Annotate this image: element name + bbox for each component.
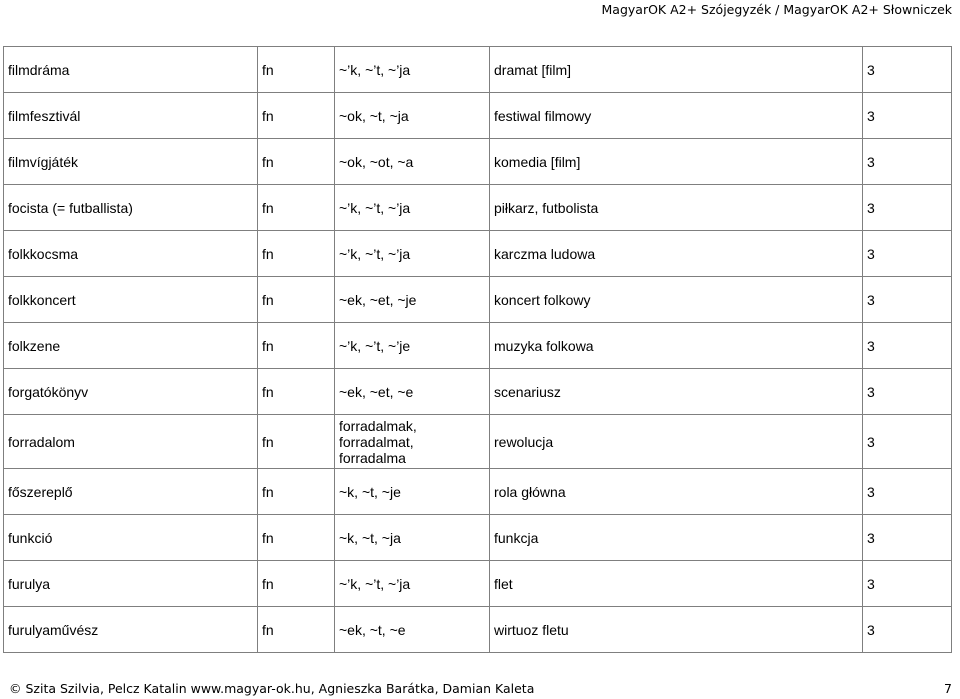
word-cell: focista (= futballista) [4,185,258,231]
inflection-forms-cell [335,139,490,185]
inflection-form: ~ek, ~et, ~e [339,383,414,400]
part-of-speech-cell: fn [258,561,335,607]
word-cell: folkkoncert [4,277,258,323]
table-row [4,469,952,515]
inflection-form: ~k, ~t, ~je [339,483,401,500]
level-cell: 3 [863,47,952,93]
inflection-form: ~’k, ~’t, ~’ja [339,575,411,592]
level-cell: 3 [863,515,952,561]
translation-cell: funkcja [490,515,863,561]
table-row [4,607,952,653]
part-of-speech-cell: fn [258,139,335,185]
translation-cell: wirtuoz fletu [490,607,863,653]
inflection-form: ~’k, ~’t, ~’ja [339,199,411,216]
part-of-speech-cell: fn [258,277,335,323]
inflection-forms-cell [335,93,490,139]
level-cell: 3 [863,323,952,369]
inflection-forms-cell [335,231,490,277]
page-header: MagyarOK A2+ Szójegyzék / MagyarOK A2+ Słowniczek [601,2,952,17]
table-row [4,47,952,93]
table-row [4,415,952,469]
translation-cell: muzyka folkowa [490,323,863,369]
page-footer [0,678,960,699]
part-of-speech-cell: fn [258,185,335,231]
level-cell: 3 [863,469,952,515]
table-row [4,93,952,139]
inflection-form: ~ek, ~et, ~je [339,291,417,308]
inflection-forms-cell [335,607,490,653]
footer-page-number: 7 [944,681,952,696]
part-of-speech-cell: fn [258,323,335,369]
table-row [4,515,952,561]
table-row [4,231,952,277]
vocabulary-table-body [4,47,952,653]
inflection-forms-cell [335,47,490,93]
inflection-forms-cell [335,277,490,323]
word-cell: furulyaművész [4,607,258,653]
inflection-form: ~’k, ~’t, ~’ja [339,245,411,262]
level-cell: 3 [863,185,952,231]
inflection-forms-cell [335,469,490,515]
table-row [4,323,952,369]
table-row [4,369,952,415]
part-of-speech-cell: fn [258,231,335,277]
word-cell: filmfesztivál [4,93,258,139]
part-of-speech-cell: fn [258,607,335,653]
inflection-form: ~ek, ~t, ~e [339,621,406,638]
inflection-form: forradalma [339,449,406,466]
translation-cell: karczma ludowa [490,231,863,277]
word-cell: funkció [4,515,258,561]
inflection-form: forradalmak, [339,417,417,434]
inflection-form: ~’k, ~’t, ~’je [339,337,411,354]
part-of-speech-cell: fn [258,469,335,515]
level-cell: 3 [863,415,952,469]
word-cell: folkkocsma [4,231,258,277]
inflection-forms-cell [335,323,490,369]
table-row [4,277,952,323]
inflection-forms-cell [335,415,490,469]
footer-copyright: © Szita Szilvia, Pelcz Katalin www.magyar-ok.hu, Agnieszka Barátka, Damian Kaleta [9,681,535,696]
inflection-forms-cell [335,515,490,561]
table-row [4,185,952,231]
inflection-form: forradalmat, [339,433,414,450]
word-cell: filmvígjáték [4,139,258,185]
translation-cell: koncert folkowy [490,277,863,323]
inflection-form: ~k, ~t, ~ja [339,529,401,546]
level-cell: 3 [863,93,952,139]
word-cell: főszereplő [4,469,258,515]
inflection-form: ~ok, ~t, ~ja [339,107,409,124]
inflection-forms-cell [335,369,490,415]
word-cell: forradalom [4,415,258,469]
translation-cell: komedia [film] [490,139,863,185]
part-of-speech-cell: fn [258,515,335,561]
level-cell: 3 [863,561,952,607]
part-of-speech-cell: fn [258,369,335,415]
translation-cell: rola główna [490,469,863,515]
level-cell: 3 [863,277,952,323]
level-cell: 3 [863,369,952,415]
inflection-forms-cell [335,185,490,231]
level-cell: 3 [863,231,952,277]
part-of-speech-cell: fn [258,93,335,139]
inflection-form: ~’k, ~’t, ~’ja [339,61,411,78]
inflection-forms-cell [335,561,490,607]
translation-cell: festiwal filmowy [490,93,863,139]
translation-cell: dramat [film] [490,47,863,93]
translation-cell: scenariusz [490,369,863,415]
part-of-speech-cell: fn [258,415,335,469]
table-row [4,561,952,607]
vocabulary-table [3,46,952,653]
level-cell: 3 [863,607,952,653]
inflection-form: ~ok, ~ot, ~a [339,153,414,170]
translation-cell: flet [490,561,863,607]
translation-cell: rewolucja [490,415,863,469]
word-cell: forgatókönyv [4,369,258,415]
table-row [4,139,952,185]
part-of-speech-cell: fn [258,47,335,93]
level-cell: 3 [863,139,952,185]
word-cell: folkzene [4,323,258,369]
word-cell: filmdráma [4,47,258,93]
translation-cell: piłkarz, futbolista [490,185,863,231]
word-cell: furulya [4,561,258,607]
